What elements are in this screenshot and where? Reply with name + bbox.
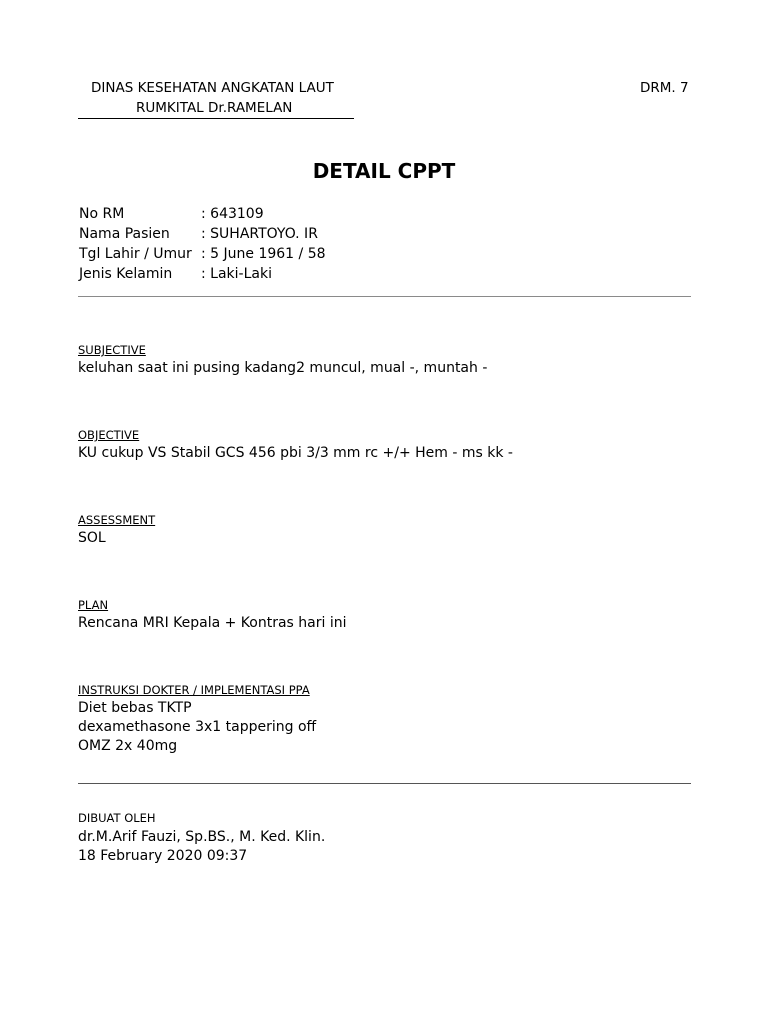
created-datetime: 18 February 2020 09:37 (78, 848, 248, 864)
instruction-line: Diet bebas TKTP (78, 700, 192, 716)
instruction-label: INSTRUKSI DOKTER / IMPLEMENTASI PPA (78, 683, 310, 697)
objective-text: KU cukup VS Stabil GCS 456 pbi 3/3 mm rc +/+ Hem - ms kk - (78, 445, 513, 461)
instruction-text (78, 699, 316, 756)
objective-label: OBJECTIVE (78, 428, 140, 442)
patient-row-no-rm (77, 204, 328, 224)
patient-value: : SUHARTOYO. IR (201, 226, 318, 242)
patient-value: : Laki-Laki (201, 266, 272, 282)
created-by-label: DIBUAT OLEH (78, 811, 156, 825)
divider-top (78, 296, 691, 297)
patient-info-table (77, 204, 328, 284)
subjective-text: keluhan saat ini pusing kadang2 muncul, mual -, muntah - (78, 360, 488, 376)
created-by-name: dr.M.Arif Fauzi, Sp.BS., M. Ked. Klin. (78, 829, 326, 845)
org-name-line1: DINAS KESEHATAN ANGKATAN LAUT (91, 80, 334, 96)
patient-value: : 643109 (201, 206, 264, 222)
assessment-label: ASSESSMENT (78, 513, 156, 527)
subjective-label: SUBJECTIVE (78, 343, 146, 357)
form-code: DRM. 7 (640, 80, 689, 96)
page-title: DETAIL CPPT (312, 159, 456, 183)
assessment-text: SOL (78, 530, 106, 546)
patient-row-gender (77, 264, 328, 284)
patient-row-birth-age (77, 244, 328, 264)
instruction-line: dexamethasone 3x1 tappering off (78, 719, 317, 735)
plan-label: PLAN (78, 598, 109, 612)
instruction-line: OMZ 2x 40mg (78, 738, 178, 754)
patient-label: Nama Pasien (79, 226, 170, 242)
plan-text: Rencana MRI Kepala + Kontras hari ini (78, 615, 347, 631)
patient-label: No RM (79, 206, 125, 222)
patient-label: Tgl Lahir / Umur (79, 246, 192, 262)
org-name-line2: RUMKITAL Dr.RAMELAN (136, 100, 293, 116)
patient-row-name (77, 224, 328, 244)
org-underline (78, 118, 354, 119)
divider-bottom (78, 783, 691, 784)
patient-value: : 5 June 1961 / 58 (201, 246, 326, 262)
patient-label: Jenis Kelamin (79, 266, 173, 282)
